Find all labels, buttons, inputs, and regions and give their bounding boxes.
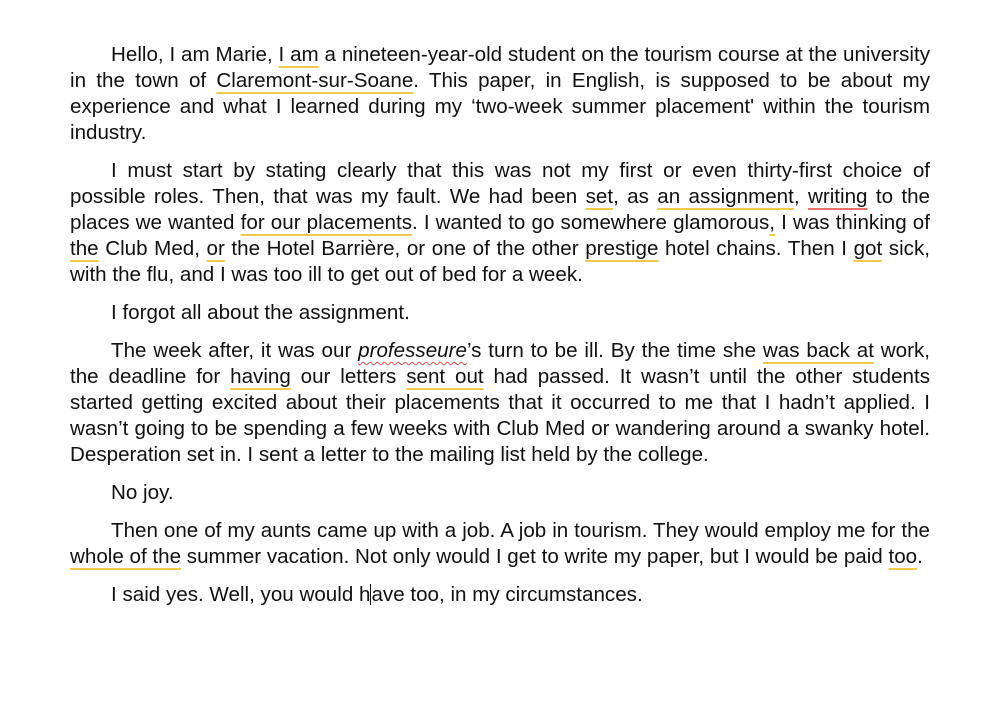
grammar-suggestion-underline[interactable]: got: [853, 237, 883, 260]
text-run: .: [917, 545, 923, 568]
grammar-suggestion-underline[interactable]: the: [70, 237, 99, 260]
paragraph[interactable]: [70, 42, 930, 146]
text-run: , as: [613, 185, 658, 208]
text-run: . I wanted to go somewhere glamorous: [412, 211, 770, 234]
text-run: summer vacation. Not only would I get to write my paper, but I would be paid: [181, 545, 889, 568]
text-run: a nineteen-year-old student on the tourism course at the university in the town of: [70, 43, 930, 92]
paragraph[interactable]: [70, 518, 930, 570]
text-run: sick, with the flu, and I was too ill to get out of bed for a week.: [70, 237, 930, 286]
grammar-suggestion-underline[interactable]: having: [230, 365, 291, 388]
text-run: hotel chains. Then I: [658, 237, 854, 260]
text-run: Hello, I am Marie,: [111, 43, 279, 66]
paragraph[interactable]: [70, 158, 930, 288]
text-run: . This paper, in English, is supposed to be about my experience and what I learned during my ‘two-week summer placement' within the tourism industry.: [70, 69, 931, 144]
grammar-suggestion-underline[interactable]: set: [585, 185, 614, 208]
text-run: Club Med,: [98, 237, 207, 260]
text-run: work, the deadline for: [70, 339, 930, 388]
grammar-suggestion-underline[interactable]: too: [888, 545, 918, 568]
paragraph[interactable]: [70, 582, 930, 608]
paragraph[interactable]: [70, 338, 930, 468]
text-run: ave too, in my circumstances.: [371, 583, 643, 606]
text-run: to the places we wanted: [70, 185, 931, 234]
grammar-suggestion-underline[interactable]: prestige: [585, 237, 659, 260]
text-run: The week after, it was our: [111, 339, 359, 362]
grammar-suggestion-underline[interactable]: was back at: [762, 339, 874, 362]
text-run: ,: [793, 185, 808, 208]
text-run: our letters: [290, 365, 407, 388]
text-run: I must start by stating clearly that this was not my first or even thirty-first choice of possible roles. Then, that was my fault. We had been: [70, 159, 930, 208]
text-run: No joy.: [111, 481, 174, 504]
grammar-suggestion-underline[interactable]: or: [206, 237, 225, 260]
text-run: had passed. It wasn’t until the other students started getting excited about their placements that it occurred to me that I hadn’t applied. I wasn’t going to be spending a few weeks with Club Med or wandering around a swanky hotel. Desperation set in. I sent a letter to the mailing list held by the college.: [70, 365, 930, 466]
grammar-suggestion-underline[interactable]: whole of the: [70, 545, 182, 568]
grammar-suggestion-underline[interactable]: I am: [278, 43, 319, 66]
text-run: I was thinking of: [775, 211, 930, 234]
grammar-suggestion-underline[interactable]: writing: [807, 185, 868, 208]
text-run: Then one of my aunts came up with a job. A job in tourism. They would employ me for the: [111, 519, 930, 542]
document-body[interactable]: [70, 42, 930, 620]
text-run: I said yes. Well, you would h: [111, 583, 371, 606]
grammar-suggestion-underline[interactable]: sent out: [406, 365, 484, 388]
grammar-suggestion-underline[interactable]: Claremont-sur-Soane: [216, 69, 414, 92]
paragraph[interactable]: [70, 300, 930, 326]
grammar-suggestion-underline[interactable]: for our placements: [240, 211, 412, 234]
text-run: the Hotel Barrière, or one of the other: [224, 237, 586, 260]
spelling-error-underline[interactable]: professeure: [358, 339, 467, 362]
grammar-suggestion-underline[interactable]: an assignment: [657, 185, 794, 208]
text-run: ’s turn to be ill. By the time she: [466, 339, 763, 362]
grammar-suggestion-underline[interactable]: ,: [769, 211, 775, 234]
text-run: I forgot all about the assignment.: [111, 301, 410, 324]
paragraph[interactable]: [70, 480, 930, 506]
